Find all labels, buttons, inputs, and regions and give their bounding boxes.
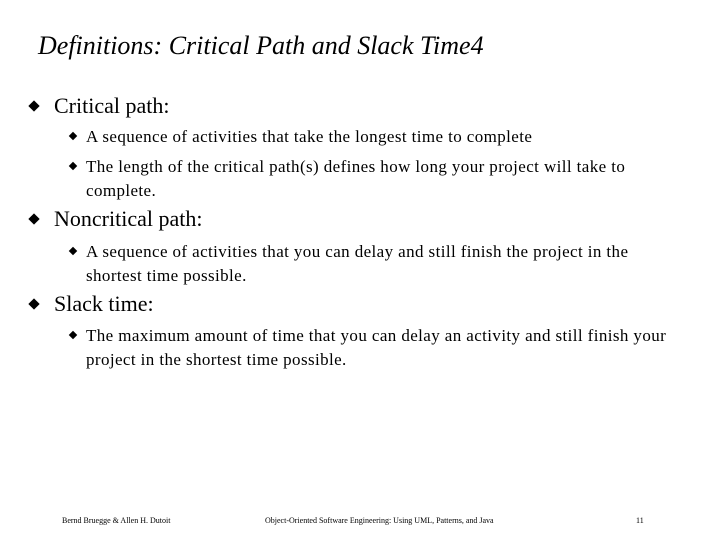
- small-diamond-bullet-icon: [69, 247, 77, 255]
- sub-bullet-text: A sequence of activities that take the longest time to complete: [86, 127, 533, 146]
- sub-bullet-text: A sequence of activities that you can delay and still finish the project in the shortest time possible.: [86, 242, 629, 285]
- sub-bullet: [70, 324, 682, 372]
- small-diamond-bullet-icon: [69, 132, 77, 140]
- diamond-bullet-icon: [28, 298, 39, 309]
- bullet-heading: Critical path:: [54, 93, 170, 118]
- footer-page-number: 11: [636, 516, 644, 525]
- slide-title: Definitions: Critical Path and Slack Time4: [38, 31, 484, 60]
- diamond-bullet-icon: [28, 100, 39, 111]
- sub-bullet: [70, 155, 682, 203]
- sub-bullet-text: The maximum amount of time that you can delay an activity and still finish your project in the shortest time possible.: [86, 326, 667, 369]
- sub-bullet-text: The length of the critical path(s) defines how long your project will take to complete.: [86, 157, 626, 200]
- sub-bullet: [70, 240, 682, 288]
- footer-authors: Bernd Bruegge & Allen H. Dutoit: [62, 516, 171, 525]
- bullet-heading: Noncritical path:: [54, 206, 203, 231]
- small-diamond-bullet-icon: [69, 331, 77, 339]
- footer-book-title: Object-Oriented Software Engineering: Using UML, Patterns, and Java: [265, 516, 494, 525]
- diamond-bullet-icon: [28, 213, 39, 224]
- sub-bullet: [70, 125, 682, 149]
- small-diamond-bullet-icon: [69, 162, 77, 170]
- bullet-heading: Slack time:: [54, 291, 154, 316]
